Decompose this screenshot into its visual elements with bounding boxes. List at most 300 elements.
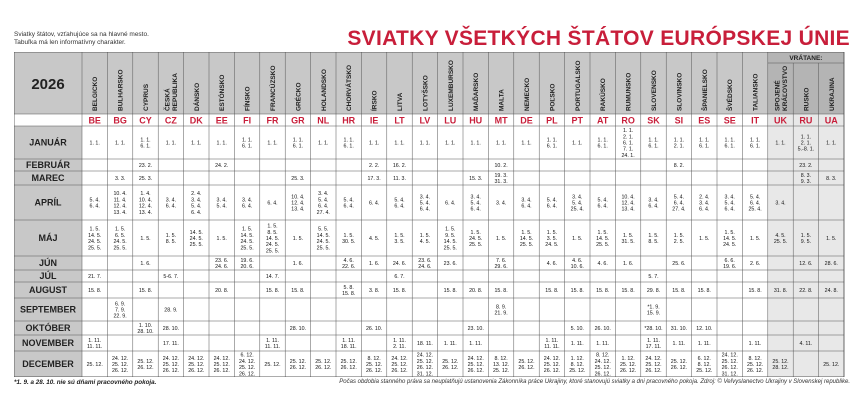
holiday-date: 3. 4. (419, 194, 431, 201)
holiday-date: 6. 1. (622, 140, 634, 147)
country-name: BELGICKO (92, 76, 100, 111)
holiday-date: 24. 12. (645, 355, 662, 362)
holiday-date: 1. 1. (699, 137, 710, 144)
holiday-date: 24. 2. (215, 163, 229, 169)
holiday-date: 21. 7. (88, 274, 102, 280)
holiday-date: 26. 12. (467, 368, 484, 375)
holiday-date: 25. 12. (111, 362, 129, 368)
country-code: LV (419, 115, 431, 126)
holiday-date: 25. 12. (772, 358, 789, 365)
month-label: MÁJ (38, 233, 58, 244)
holiday-date: 3. 4. (165, 197, 177, 204)
holiday-date: 26. 12. (315, 365, 332, 372)
holiday-date: 6. 1. (597, 143, 608, 150)
holiday-date: 15. 8. (392, 288, 407, 294)
holiday-date: 25. 6. (672, 261, 686, 267)
holiday-date: 24. 6. (392, 261, 407, 267)
holiday-date: 12. 4. (113, 203, 127, 210)
holiday-date: 25. 3. (291, 176, 305, 182)
holiday-date: 25. 5. (189, 242, 203, 249)
holiday-date: 23. 6. (418, 257, 432, 264)
holiday-date: 31. 10. (670, 326, 688, 332)
country-name: CYPRUS (143, 83, 150, 111)
holiday-date: 15. 8. (342, 291, 356, 298)
holiday-date: 31. 5. (621, 239, 635, 246)
holiday-date: 9. 3. (800, 179, 812, 186)
holiday-date: 23. 10. (467, 326, 484, 332)
holiday-date: 28. 6. (824, 261, 838, 267)
holiday-date: 6. 9. (114, 301, 126, 308)
country-name: LITVA (397, 92, 404, 111)
holiday-date: 1. 5. (419, 232, 431, 239)
month-label: APRÍL (34, 197, 62, 208)
holiday-date: 24. 5. (189, 236, 203, 242)
holiday-date: 25. 12. (264, 362, 281, 368)
holiday-date: 25. 12. (340, 358, 357, 365)
holiday-date: 1. 5. (165, 232, 177, 239)
country-name: BULHARSKO (117, 69, 125, 111)
month-label: NOVEMBER (21, 338, 75, 349)
holiday-date: 19. 6. (723, 264, 737, 271)
holiday-date: 1. 1. (343, 137, 354, 144)
holiday-date: 22. 6. (342, 264, 356, 271)
holiday-date: 25. 5. (265, 248, 280, 255)
holiday-date: 24. 6. (215, 264, 229, 271)
holiday-date: 2. 6. (749, 261, 761, 267)
country-name: PORTUGALSKO (574, 60, 582, 111)
holiday-date: 1. 11. (342, 337, 356, 344)
holiday-date: 26. 12. (340, 365, 357, 372)
holiday-date: 10. 4. (138, 197, 153, 204)
holiday-date: 1. 11. (748, 341, 762, 347)
holiday-date: 1. 5. (597, 229, 608, 236)
holiday-date: 8. 2. (673, 163, 685, 169)
holiday-date: 29. 6. (494, 264, 508, 271)
holiday-date: 14. 5. (240, 232, 254, 239)
holiday-date: 3. 4. (241, 197, 253, 204)
holiday-date: 8. 9. (495, 304, 507, 311)
holiday-date: 12. 6. (799, 261, 813, 267)
holiday-date: 13. 4. (138, 209, 153, 216)
holiday-date: *1. 9. (647, 304, 660, 311)
holiday-date: 29. 8. (646, 288, 661, 294)
holiday-date: 6. 4. (241, 203, 253, 210)
holiday-date: 1. 5. (546, 229, 558, 236)
holiday-date: 6. 1. (140, 143, 151, 150)
country-name: ÍRSKO (371, 90, 379, 111)
holiday-date: 1. 11. (469, 341, 483, 347)
holiday-date: 6. 4. (648, 203, 659, 210)
holiday-date: 25. 12. (670, 358, 688, 365)
holiday-date: 6. 4. (749, 200, 761, 207)
holiday-date: 1. 1. (292, 137, 304, 144)
holiday-date: 3. 4. (648, 197, 659, 204)
holiday-date: 6. 4. (521, 203, 532, 210)
holiday-date: 8. 3. (800, 172, 812, 179)
holiday-date: 25. 12. (137, 358, 154, 365)
holiday-date: 14. 7. (265, 274, 280, 280)
holiday-date: 6. 7. (394, 274, 405, 280)
holiday-date: 8. 12. (367, 355, 381, 362)
holiday-date: 25. 5. (469, 242, 483, 249)
holiday-date: 28. 9. (164, 307, 178, 314)
holiday-date: 1. 6. (140, 261, 151, 267)
holiday-date: 6. 4. (191, 209, 202, 216)
holiday-date: 9. 5. (445, 232, 456, 239)
country-code: CZ (164, 115, 177, 126)
country-name: KRÁĽOVSTVO (781, 65, 789, 111)
holiday-date: 1. 1. (470, 140, 481, 147)
holiday-date: 27. 4. (316, 209, 330, 216)
holiday-date: 6. 4. (394, 203, 405, 210)
holiday-date: 8. 3. (826, 176, 837, 182)
holiday-date: 25. 12. (823, 362, 840, 368)
holiday-date: 6. 4. (165, 203, 177, 210)
holiday-date: 26. 12. (746, 368, 764, 375)
country-name: LOTYŠSKO (422, 75, 430, 111)
country-code: FI (243, 115, 252, 126)
holiday-date: 10. 4. (113, 191, 127, 198)
country-code: SK (647, 115, 660, 126)
country-code: ES (698, 115, 711, 126)
holiday-date: 1. 5. (648, 232, 659, 239)
holiday-date: 24. 5. (265, 242, 280, 249)
holiday-date: 25. 12. (746, 362, 764, 368)
holiday-date: 1. 1. (597, 137, 608, 144)
holiday-date: 10. 4. (291, 194, 305, 201)
country-code: RU (799, 115, 813, 126)
holiday-date: 1. 1. (89, 140, 100, 147)
country-name: MAĎARSKO (473, 72, 481, 111)
holiday-date: 25. 12. (238, 365, 256, 372)
holiday-date: 1. 5. (114, 226, 126, 233)
holiday-date: *28. 10. (644, 326, 663, 332)
holiday-date: 3. 4. (191, 197, 202, 204)
holiday-date: 22. 8. (799, 288, 813, 294)
country-name: UKRAJINA (828, 77, 836, 111)
holiday-date: 13. 4. (621, 206, 635, 213)
holiday-date: 1. 11. (88, 337, 102, 344)
holiday-date: 25. 4. (748, 206, 762, 213)
holiday-date: 28. 10. (162, 326, 180, 332)
holiday-date: 1. 6. (292, 261, 304, 267)
holiday-date: 6. 4. (343, 203, 354, 210)
holiday-date: 1. 5. (140, 236, 151, 242)
holiday-date: 25. 3. (138, 176, 153, 182)
holiday-date: 14. 5. (723, 236, 737, 242)
holiday-date: 23. 6. (443, 261, 457, 267)
holiday-date: 26. 12. (289, 365, 307, 372)
holiday-date: 8. 5. (165, 239, 177, 246)
country-code: SE (723, 115, 736, 126)
holiday-date: 25. 5. (316, 245, 330, 252)
holiday-date: 2. 4. (699, 194, 710, 201)
country-name: ŠVÉDSKO (727, 79, 735, 111)
holiday-date: 6. 4. (673, 200, 685, 207)
holiday-date: 5. 4. (749, 194, 761, 201)
holiday-date: 26. 12. (238, 371, 256, 377)
holiday-date: 24. 12. (467, 355, 484, 362)
holiday-date: 24. 5. (88, 239, 102, 246)
holiday-date: 18. 11. (416, 341, 433, 347)
holiday-date: 27. 4. (672, 206, 686, 213)
holiday-date: 25. 12. (162, 362, 180, 368)
holiday-date: 3. 4. (216, 197, 227, 204)
holiday-date: 11. 4. (113, 197, 127, 204)
country-name: HOLANDSKO (320, 69, 328, 111)
holiday-date: 24. 12. (721, 352, 738, 359)
holiday-date: 25. 5. (519, 242, 534, 249)
holiday-date: 1. 1. (673, 137, 685, 144)
holiday-date: 25. 12. (619, 362, 637, 368)
holiday-date: 5. 8. (343, 284, 354, 291)
holiday-date: 13. 4. (291, 206, 305, 213)
holiday-date: 5. 4. (394, 197, 405, 204)
holiday-date: 9. 5. (800, 239, 812, 246)
holiday-date: 1. 5. (622, 232, 634, 239)
holiday-date: 4. 6. (597, 261, 608, 267)
holiday-date: 8. 12. (494, 355, 508, 362)
holiday-date: 12. 4. (291, 200, 305, 207)
intro-line-2: Tabuľka má len informatívny charakter. (14, 39, 126, 46)
holiday-date: 26. 12. (543, 368, 561, 375)
country-code: CY (139, 115, 152, 126)
holiday-date: 1. 1. (521, 140, 532, 147)
holiday-date: 1. 5. (267, 223, 278, 230)
holiday-date: 26. 12. (619, 368, 637, 375)
holiday-date: 5. 4. (673, 194, 685, 201)
country-code: IE (369, 115, 379, 126)
holiday-date: 24. 12. (162, 355, 180, 362)
holiday-date: 5. 4. (724, 200, 735, 207)
holiday-date: 3. 3. (114, 176, 126, 182)
holiday-date: 2. 1. (800, 140, 812, 147)
holiday-date: 1. 1. (826, 140, 837, 147)
holiday-date: 25. 12. (416, 358, 434, 365)
holiday-date: 25. 12. (492, 368, 510, 375)
holiday-date: 5. 4. (89, 197, 100, 204)
holiday-date: 5. 4. (191, 203, 202, 210)
holiday-date: 2. 1. (622, 134, 634, 141)
country-code: NL (317, 115, 330, 126)
holiday-date: 25. 12. (213, 362, 230, 368)
holiday-date: 8. 12. (570, 362, 584, 368)
holiday-date: 1. 5. (724, 229, 735, 236)
holiday-date: 25. 12. (188, 362, 205, 368)
holiday-date: 6. 6. (724, 257, 735, 264)
month-label: JÚL (39, 271, 57, 282)
holiday-date: 14. 5. (265, 236, 280, 242)
holiday-date: 14. 5. (316, 232, 330, 239)
country-code: HU (469, 115, 483, 126)
holiday-date: 25. 12. (467, 362, 484, 368)
holiday-date: 15. 8. (88, 288, 102, 294)
holiday-date: 25. 4. (570, 206, 584, 213)
holiday-date: 1. 5. (495, 236, 507, 242)
holiday-date: 5. 10. (570, 326, 584, 332)
holiday-date: 1. 1. (216, 140, 227, 147)
holiday-date: 1. 11. (672, 341, 686, 347)
country-name: ŠPANIELSKO (701, 69, 709, 111)
holiday-date: 8. 12. (748, 355, 762, 362)
country-code: FR (266, 115, 279, 126)
holiday-date: 6. 1. (546, 143, 558, 150)
holiday-date: 1. 10. (138, 322, 153, 329)
holiday-date: 25. 12. (721, 358, 738, 365)
holiday-date: 26. 12. (645, 368, 662, 375)
holiday-date: 15. 8. (494, 288, 508, 294)
holiday-date: 1. 1. (267, 140, 278, 147)
holiday-date: 24. 8. (824, 288, 838, 294)
holiday-date: 2. 2. (368, 163, 380, 169)
country-code: HR (342, 115, 356, 126)
holiday-date: 6. 4. (368, 200, 380, 207)
holiday-date: 24. 5. (469, 236, 483, 242)
holiday-date: 15. 8. (596, 288, 610, 294)
holiday-date: 31. 3. (494, 179, 508, 186)
holiday-date: 5. 4. (318, 197, 329, 204)
country-code: DK (189, 115, 203, 126)
intro-line-1: Sviatky štátov, vzťahujúce sa na hlavné mesto. (14, 31, 149, 38)
country-code: BG (113, 115, 127, 126)
holiday-date: 14. 5. (519, 236, 534, 242)
country-name: ČESKÁ (164, 88, 172, 111)
holiday-date: 8. 5. (648, 239, 659, 246)
country-code: SI (674, 115, 684, 126)
holiday-date: 4. 6. (343, 257, 354, 264)
holiday-date: 26. 12. (416, 365, 434, 372)
holiday-date: 1. 11. (443, 341, 457, 347)
holiday-date: 24. 5. (113, 239, 127, 246)
holiday-date: 1. 11. (697, 341, 711, 347)
holiday-date: 1. 1. (724, 137, 735, 144)
holiday-date: 31. 12. (721, 371, 738, 377)
country-code: DE (520, 115, 533, 126)
holiday-date: 26. 12. (162, 368, 180, 375)
holiday-date: 15. 8. (621, 288, 635, 294)
holiday-date: 5. 4. (597, 197, 608, 204)
country-name: RAKÚSKO (600, 78, 608, 111)
holiday-date: 1. 1. (648, 137, 659, 144)
country-name: GRÉCKO (295, 82, 303, 111)
holiday-date: 1. 5. (445, 226, 456, 233)
holiday-date: 7. 6. (495, 257, 507, 264)
holiday-date: 24. 12. (594, 358, 611, 365)
holiday-date: 4. 5. (419, 239, 431, 246)
holiday-date: 6. 1. (699, 143, 710, 150)
holiday-date: 1. 4. (140, 191, 151, 198)
country-name: CHORVÁTSKO (346, 64, 354, 111)
holiday-date: 16. 2. (392, 163, 407, 169)
holiday-date: 24. 1. (621, 152, 635, 159)
holiday-date: 6. 4. (546, 203, 558, 210)
holiday-date: 1. 1. (140, 137, 151, 144)
holiday-date: 3. 4. (572, 194, 583, 201)
intro-note (14, 31, 149, 47)
holiday-date: 31. 12. (416, 371, 434, 377)
holiday-date: 25. 12. (391, 362, 408, 368)
page-title: SVIATKY VŠETKÝCH ŠTÁTOV EURÓPSKEJ ÚNIE (347, 27, 850, 50)
holiday-date: 24. 5. (545, 242, 559, 249)
holiday-date: 28. 10. (289, 326, 307, 332)
holiday-date: 1. 1. (546, 137, 558, 144)
holiday-date: 30. 5. (342, 239, 356, 246)
holiday-date: 7. 9. (114, 307, 126, 314)
month-label: SEPTEMBER (19, 304, 77, 315)
holiday-date: 1. 5. (89, 226, 100, 233)
holiday-date: 26. 12. (365, 368, 383, 375)
country-code: PL (546, 115, 558, 126)
holiday-date: 1. 1. (749, 137, 761, 144)
country-name: REPUBLIKA (172, 73, 180, 111)
year-label: 2026 (31, 76, 65, 93)
country-name: RUMUNSKO (625, 72, 633, 111)
country-name: MALTA (498, 89, 506, 111)
country-name: SLOVINSKO (676, 72, 684, 111)
holiday-date: 25. 5. (88, 245, 102, 252)
holiday-date: 23. 2. (138, 163, 153, 169)
holiday-date: 15. 8. (443, 288, 457, 294)
holiday-date: 24. 12. (416, 352, 434, 359)
holiday-date: 3. 4. (521, 197, 532, 204)
country-name: POĽSKO (549, 83, 557, 111)
holiday-date: 1. 5. (826, 236, 837, 242)
holiday-date: 2. 1. (673, 143, 685, 150)
footnote: *1. 9. a 28. 10. nie sú dňami pracovného pokoja. (14, 379, 157, 386)
holiday-date: 25. 12. (594, 365, 611, 372)
holiday-date: 5.-8. 1. (797, 146, 815, 153)
holiday-date: 1. 11. (393, 337, 406, 344)
holiday-date: 26. 12. (670, 365, 688, 372)
holiday-date: 25. 5. (596, 242, 610, 249)
country-name: NEMECKO (524, 77, 531, 111)
holiday-date: 19. 3. (494, 172, 508, 179)
holiday-date: 12. 4. (138, 203, 153, 210)
holiday-date: 3. 5. (394, 239, 405, 246)
holiday-date: 6. 4. (419, 206, 431, 213)
holiday-date: 21. 9. (494, 310, 508, 317)
holiday-date: 17. 3. (367, 176, 381, 182)
month-label: AUGUST (29, 285, 67, 296)
holiday-date: 25. 12. (289, 358, 307, 365)
holiday-date: 25. 5. (773, 239, 788, 246)
holiday-date: 5. 4. (546, 197, 558, 204)
holiday-date: 26. 12. (518, 365, 535, 372)
holiday-date: 1. 5. (572, 236, 583, 242)
country-name: FRANCÚZSKO (270, 65, 277, 111)
holiday-date: 5. 4. (572, 200, 583, 207)
holiday-date: 3. 4. (318, 191, 329, 198)
holiday-date: 15. 8. (697, 288, 711, 294)
holiday-date: 6. 5. (114, 232, 126, 239)
holiday-date: 26. 12. (594, 371, 611, 377)
holiday-date: 24. 5. (240, 239, 254, 246)
holiday-date: 20. 8. (215, 288, 229, 294)
holiday-date: 24. 5. (316, 239, 330, 246)
holiday-date: 5. 7. (648, 274, 659, 280)
holiday-date: 7. 1. (622, 146, 634, 153)
holiday-date: 6. 4. (318, 203, 329, 210)
holiday-date: 24. 12. (543, 355, 561, 362)
country-name: RUSKO (803, 87, 811, 111)
holiday-date: 22. 9. (113, 313, 127, 320)
month-label: JÚN (38, 258, 58, 269)
holiday-date: 1. 1. (495, 140, 507, 147)
holiday-date: 6. 1. (749, 143, 761, 150)
holiday-date: 31. 8. (773, 288, 788, 294)
holiday-date: 14. 5. (443, 239, 457, 246)
holiday-date: 1. 11. (545, 337, 559, 344)
